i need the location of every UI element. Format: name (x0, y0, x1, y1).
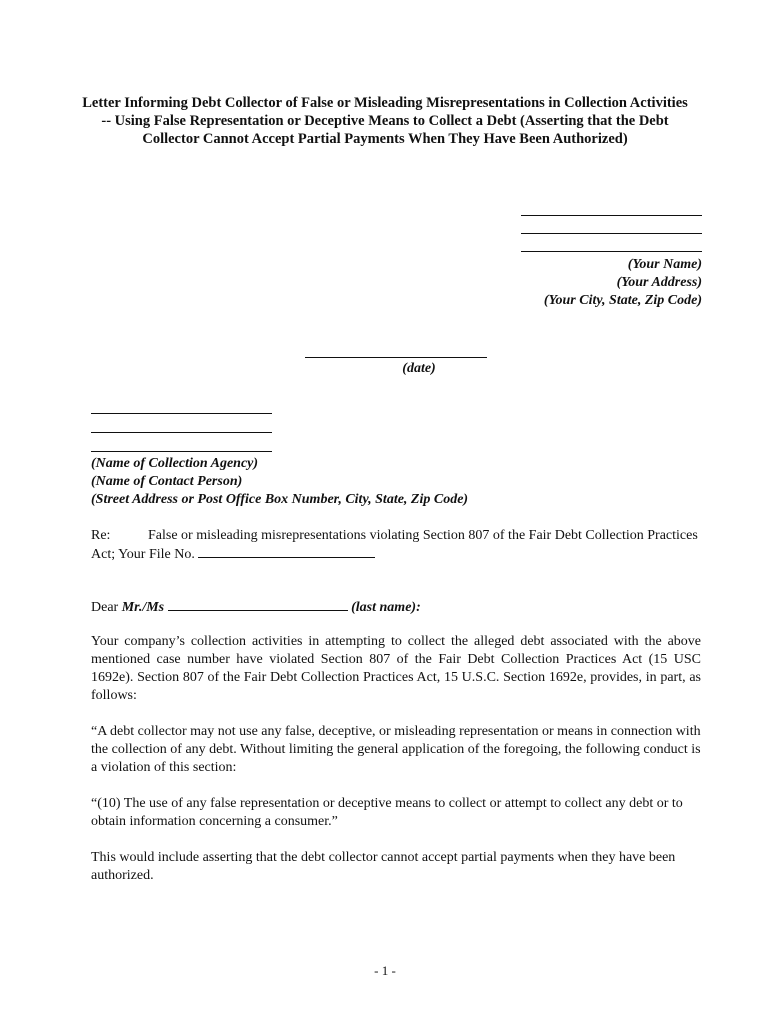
sender-city-state-zip: (Your City, State, Zip Code) (543, 293, 702, 308)
sender-address: (Your Address) (616, 275, 702, 290)
page-number: - 1 - (374, 963, 396, 978)
recipient-block (91, 455, 468, 509)
document-title: Letter Informing Debt Collector of False or Misleading Misrepresentations in Collection Activities -- Using False Representation or Deceptive Means to Collect a Debt (Asserting that the Debt Collector Cannot Accept Partial Payments When They Have Been Authorized) (82, 95, 688, 147)
re-label: Re: (91, 528, 111, 543)
body-paragraph-3: “(10) The use of any false representation or deceptive means to collect or attempt to collect any debt or to obtain information concerning a consumer.” (91, 796, 683, 829)
re-line (91, 527, 701, 564)
body-paragraph-4: This would include asserting that the debt collector cannot accept partial payments when they have been authorized. (91, 850, 676, 883)
sender-name: (Your Name) (627, 257, 702, 272)
date-blank-line[interactable] (305, 357, 487, 358)
recipient-blank-line-1[interactable] (91, 413, 272, 414)
salutation-title: Mr./Ms (121, 600, 165, 615)
recipient-blank-line-2[interactable] (91, 432, 272, 433)
recipient-contact: (Name of Contact Person) (91, 474, 243, 489)
sender-block (544, 256, 702, 310)
recipient-address: (Street Address or Post Office Box Number, City, State, Zip Code) (91, 492, 469, 507)
file-number-blank[interactable] (198, 545, 375, 558)
salutation (91, 598, 701, 617)
salutation-last-name: (last name): (351, 600, 421, 615)
re-text: False or misleading misrepresentations violating Section 807 of the Fair Debt Collection Practices Act; Your File No. (91, 528, 698, 562)
sender-blank-line-2[interactable] (521, 233, 702, 234)
salutation-dear: Dear (91, 600, 122, 615)
recipient-blank-line-3[interactable] (91, 451, 272, 452)
recipient-agency: (Name of Collection Agency) (91, 456, 259, 471)
date-label: (date) (402, 361, 436, 376)
sender-blank-line-1[interactable] (521, 215, 702, 216)
last-name-blank[interactable] (168, 598, 348, 611)
body-paragraph-1: Your company’s collection activities in attempting to collect the alleged debt associated with the above mentioned case number have violated Section 807 of the Fair Debt Collection Practices Act (15 USC 1692e). Section 807 of the Fair Debt Collection Practices Act, 15 U.S.C. Section 1692e, provides, in part, as follows: (91, 634, 701, 703)
body-paragraph-2: “A debt collector may not use any false, deceptive, or misleading representation or means in connection with the collection of any debt. Without limiting the general application of the foregoing, the following conduct is a violation of this section: (91, 724, 701, 775)
sender-blank-line-3[interactable] (521, 251, 702, 252)
